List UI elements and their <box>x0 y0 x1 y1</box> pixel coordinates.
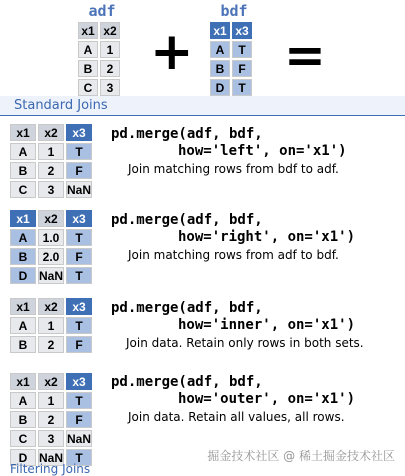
bdf-cell: T <box>232 41 252 58</box>
table-cell: 2.0 <box>38 248 64 265</box>
next-section-title: Filtering Joins <box>10 462 91 476</box>
adf-cell: B <box>78 60 98 77</box>
table-header: x2 <box>38 298 64 315</box>
table-cell: B <box>10 162 36 179</box>
adf-cell: 1 <box>100 41 120 58</box>
equals-sign: = <box>284 26 326 84</box>
top-panel <box>0 0 405 96</box>
table-cell: NaN <box>39 450 64 465</box>
outer-join-table <box>8 371 94 468</box>
table-header: x1 <box>10 298 36 315</box>
code-line: pd.merge(adf, bdf, <box>111 126 263 142</box>
table-cell: B <box>10 411 36 428</box>
table-cell: 1.0 <box>38 229 64 246</box>
bdf-header-x3: x3 <box>232 22 252 39</box>
adf-cell: A <box>78 41 98 58</box>
adf-cell: 3 <box>100 79 120 96</box>
left-join-table <box>8 122 94 200</box>
table-cell: C <box>10 430 36 447</box>
table-header: x1 <box>10 124 36 141</box>
table-cell: T <box>66 392 92 409</box>
table-header: x3 <box>66 210 92 227</box>
bdf-cell: T <box>232 79 252 96</box>
adf-title: adf <box>88 2 116 20</box>
plus-sign: + <box>150 22 194 82</box>
code-line: how='outer', on='x1') <box>178 391 356 407</box>
inner-join-table <box>8 296 94 355</box>
table-cell: C <box>10 181 36 198</box>
table-cell: A <box>10 392 36 409</box>
watermark: 掘金技术社区 @ 稀土掘金技术社区 <box>207 449 395 463</box>
table-cell: T <box>66 317 92 334</box>
table-cell: NaN <box>67 431 92 446</box>
adf-table <box>76 20 122 98</box>
table-header: x3 <box>66 298 92 315</box>
code-line: pd.merge(adf, bdf, <box>111 212 263 228</box>
table-cell: 3 <box>38 181 64 198</box>
table-cell: A <box>10 317 36 334</box>
adf-header-x1: x1 <box>78 22 98 39</box>
table-cell: 1 <box>38 392 64 409</box>
join-description: Join data. Retain all values, all rows. <box>128 410 345 424</box>
table-header: x2 <box>38 124 64 141</box>
join-description: Join matching rows from adf to bdf. <box>128 248 339 262</box>
table-header: x2 <box>38 373 64 390</box>
code-line: pd.merge(adf, bdf, <box>111 374 263 390</box>
bdf-cell: F <box>232 60 252 77</box>
table-header: x3 <box>66 124 92 141</box>
table-cell: B <box>10 336 36 353</box>
join-description: Join data. Retain only rows in both sets. <box>126 336 364 350</box>
table-cell: F <box>66 162 92 179</box>
table-cell: 2 <box>38 336 64 353</box>
code-line: how='left', on='x1') <box>178 143 347 159</box>
table-cell: T <box>66 449 92 466</box>
table-header: x1 <box>10 210 36 227</box>
code-line: how='inner', on='x1') <box>178 317 356 333</box>
table-cell: NaN <box>67 182 92 197</box>
table-cell: A <box>10 229 36 246</box>
table-cell: 3 <box>38 430 64 447</box>
section-title: Standard Joins <box>14 98 108 113</box>
bdf-table <box>208 20 254 98</box>
table-cell: T <box>66 143 92 160</box>
bdf-cell: D <box>210 79 230 96</box>
bdf-title: bdf <box>220 2 248 20</box>
bdf-cell: A <box>210 41 230 58</box>
table-cell: D <box>10 267 36 284</box>
code-line: how='right', on='x1') <box>178 229 356 245</box>
section-divider <box>0 115 405 116</box>
table-cell: 2 <box>38 411 64 428</box>
adf-cell: C <box>78 79 98 96</box>
table-cell: D <box>10 449 36 466</box>
table-cell: T <box>66 267 92 284</box>
bdf-header-x1: x1 <box>210 22 230 39</box>
table-cell: 2 <box>38 162 64 179</box>
table-cell: F <box>66 411 92 428</box>
adf-header-x2: x2 <box>100 22 120 39</box>
right-join-table <box>8 208 94 286</box>
adf-cell: 2 <box>100 60 120 77</box>
table-header: x1 <box>10 373 36 390</box>
table-cell: T <box>66 229 92 246</box>
table-cell: F <box>66 336 92 353</box>
table-cell: A <box>10 143 36 160</box>
join-description: Join matching rows from bdf to adf. <box>128 162 339 176</box>
code-line: pd.merge(adf, bdf, <box>111 300 263 316</box>
table-header: x3 <box>66 373 92 390</box>
table-cell: B <box>10 248 36 265</box>
table-cell: F <box>66 248 92 265</box>
bdf-cell: B <box>210 60 230 77</box>
table-cell: NaN <box>39 268 64 283</box>
table-cell: 1 <box>38 143 64 160</box>
table-header: x2 <box>38 210 64 227</box>
table-cell: 1 <box>38 317 64 334</box>
